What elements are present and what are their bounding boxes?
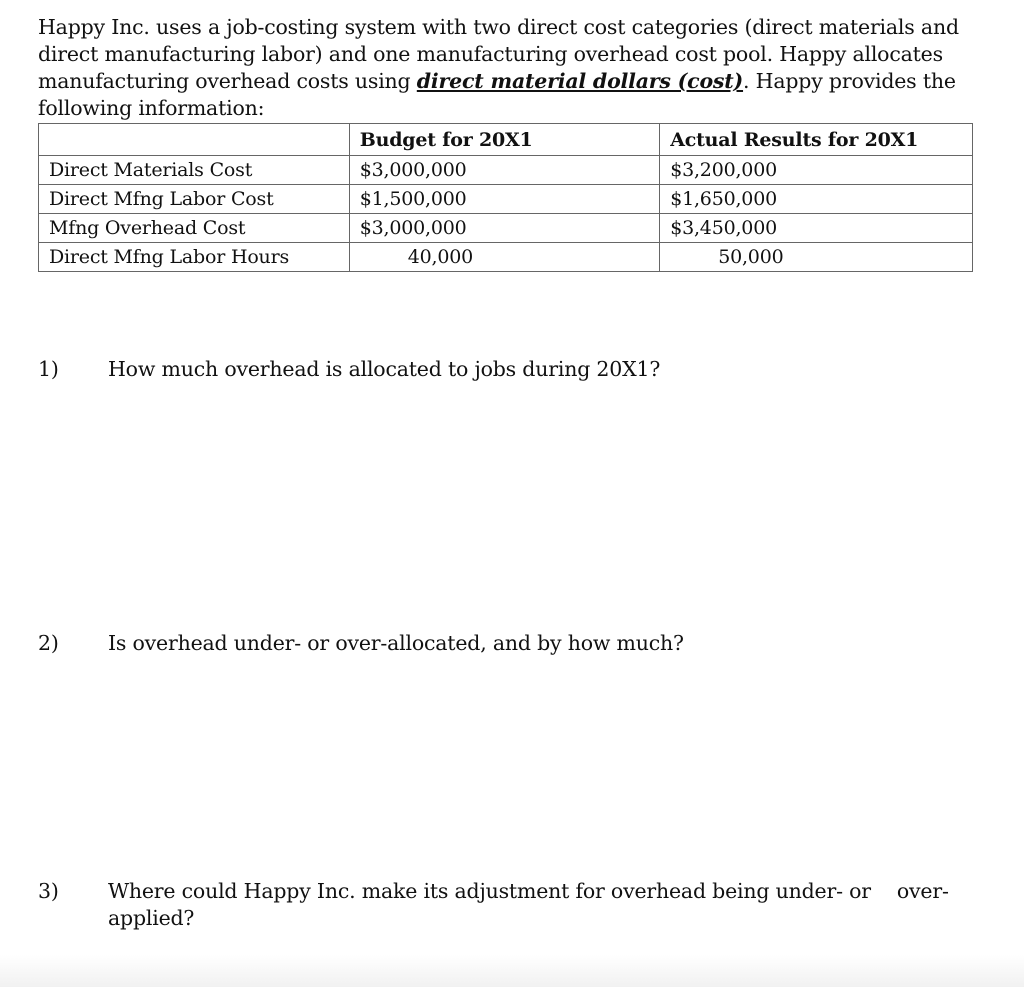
intro-text-before: Happy Inc. uses a job-costing system with two direct cost categories (direct materials and direct manufacturing labor) and one manufacturing overhead cost pool. Happy allocates manufacturing overhead costs using xyxy=(38,15,959,93)
budget-value: $3,000,000 xyxy=(349,156,659,185)
row-label: Direct Mfng Labor Cost xyxy=(39,185,350,214)
intro-emphasis: direct material dollars (cost) xyxy=(416,69,744,93)
row-label: Mfng Overhead Cost xyxy=(39,214,350,243)
table-header-row xyxy=(39,124,973,156)
actual-value: $1,650,000 xyxy=(660,185,973,214)
actual-value: $3,450,000 xyxy=(660,214,973,243)
question-number: 1) xyxy=(38,357,59,381)
budget-value: 40,000 xyxy=(349,243,659,272)
actual-value: $3,200,000 xyxy=(660,156,973,185)
table-header-blank xyxy=(39,124,350,156)
budget-value: $1,500,000 xyxy=(349,185,659,214)
question-text xyxy=(108,878,988,932)
row-label: Direct Mfng Labor Hours xyxy=(39,243,350,272)
page-bottom-shade xyxy=(0,955,1024,987)
question-text: How much overhead is allocated to jobs during 20X1? xyxy=(108,357,661,381)
table-row xyxy=(39,243,973,272)
question-number: 2) xyxy=(38,631,59,655)
intro-text-after: . Happy provides the following information: xyxy=(38,69,956,120)
question-text-part1: Where could Happy Inc. make its adjustment for overhead being under- or xyxy=(108,879,871,903)
budget-value: $3,000,000 xyxy=(349,214,659,243)
question-text: Is overhead under- or over-allocated, and by how much? xyxy=(108,631,684,655)
question-text-part3: applied? xyxy=(108,906,195,930)
actual-value: 50,000 xyxy=(660,243,973,272)
table-row xyxy=(39,185,973,214)
row-label: Direct Materials Cost xyxy=(39,156,350,185)
cost-table xyxy=(38,123,973,272)
question-number: 3) xyxy=(38,879,59,903)
intro-paragraph xyxy=(38,14,1010,122)
table-row xyxy=(39,214,973,243)
table-header-budget: Budget for 20X1 xyxy=(349,124,659,156)
question-text-part2: over- xyxy=(896,879,949,903)
table-row xyxy=(39,156,973,185)
table-header-actual: Actual Results for 20X1 xyxy=(660,124,973,156)
